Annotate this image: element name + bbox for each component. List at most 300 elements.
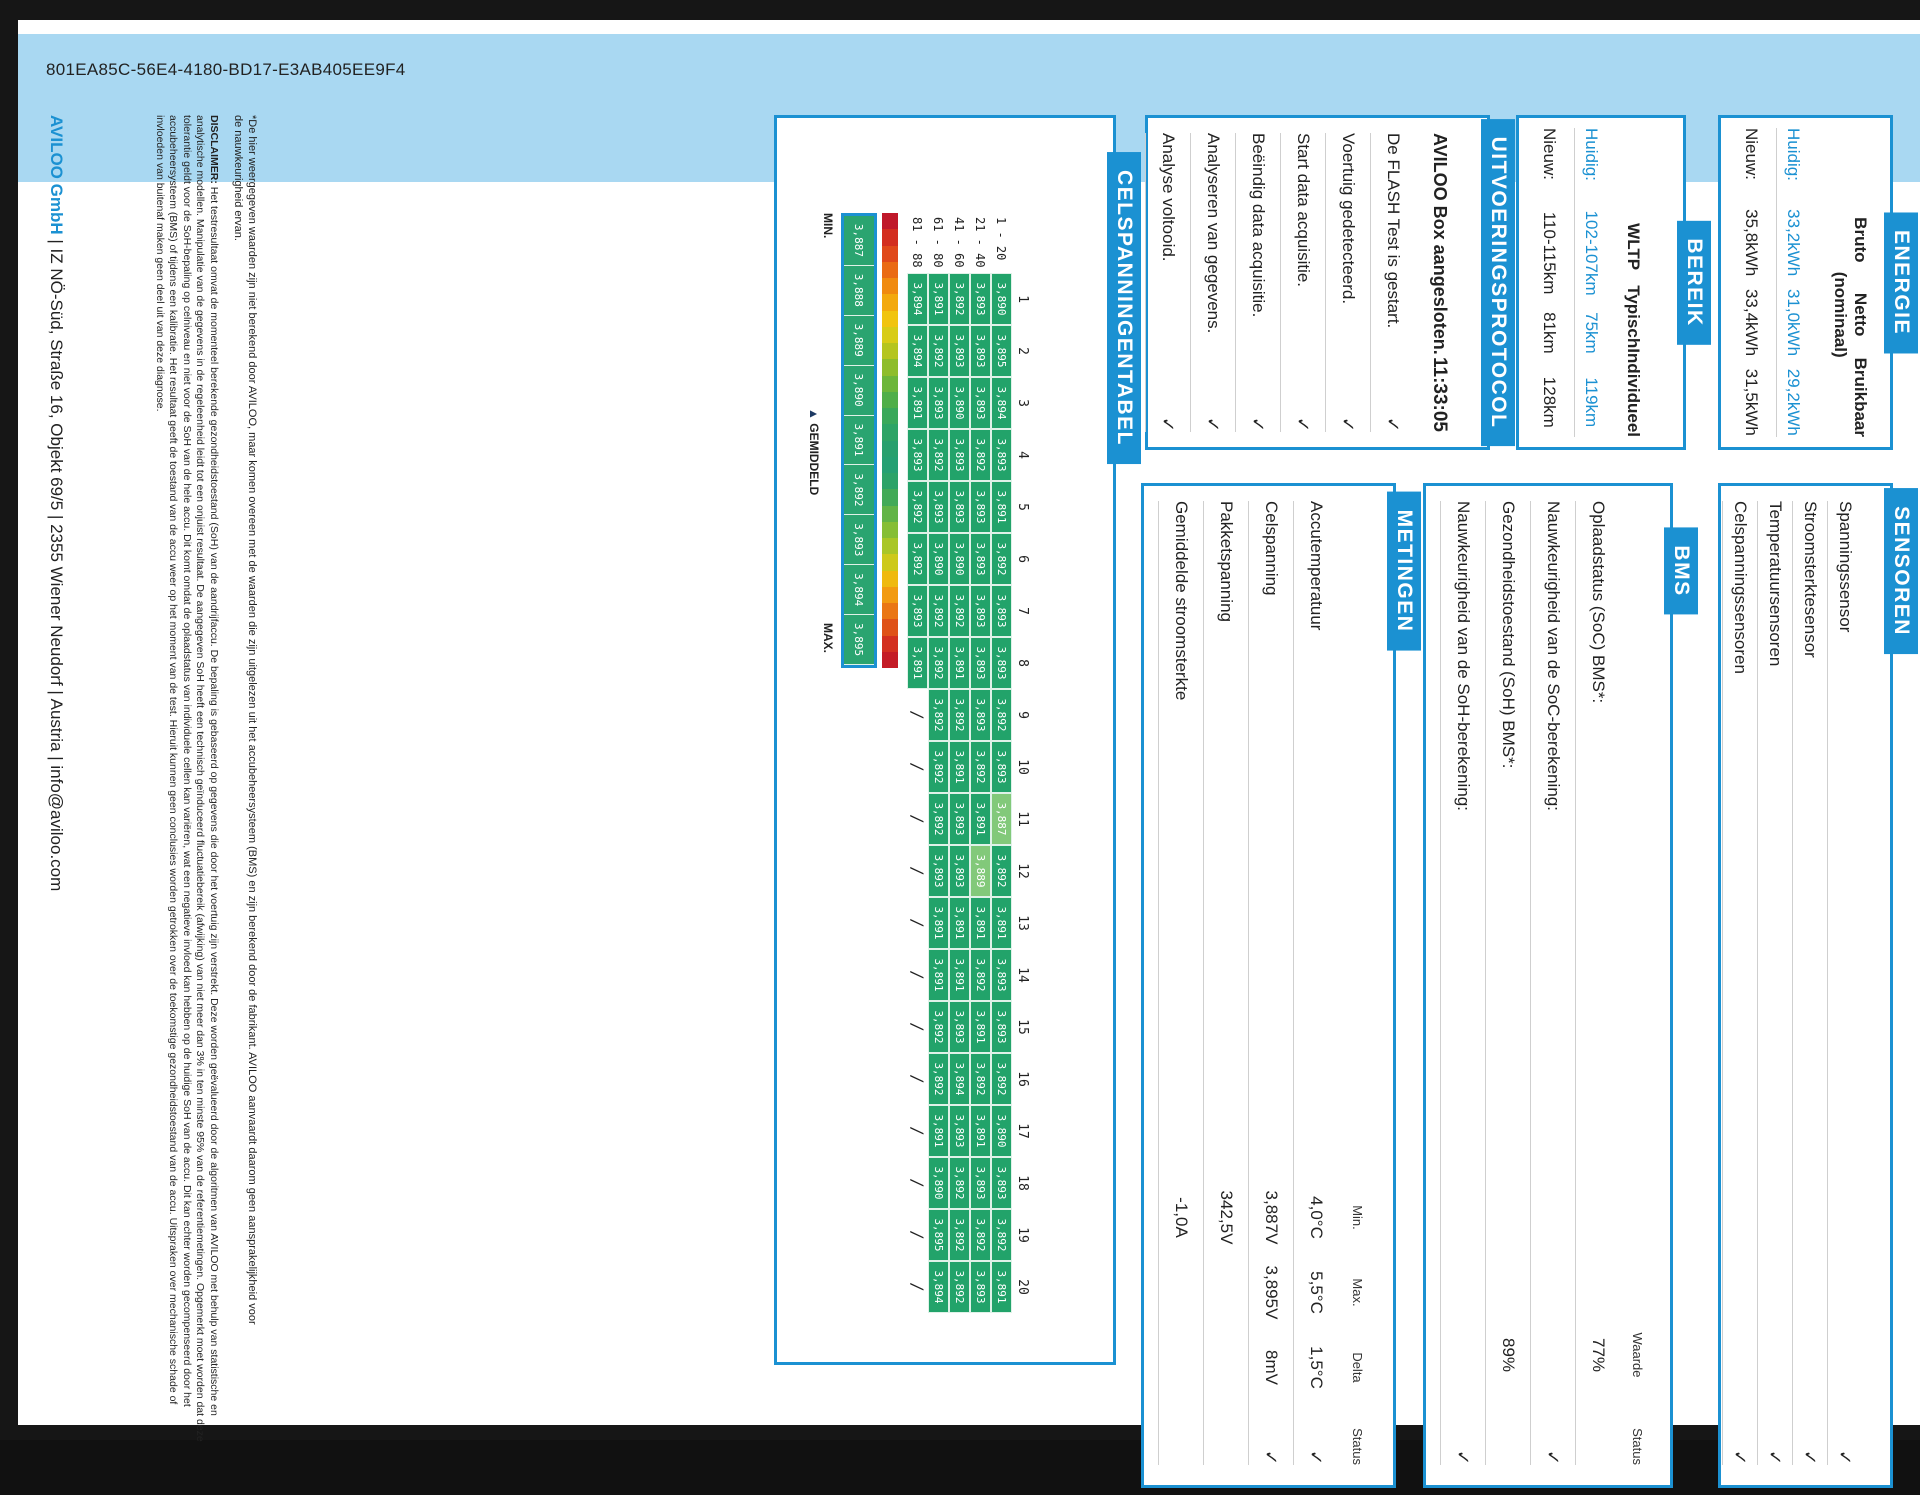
scale-segment bbox=[882, 359, 898, 375]
scale-segment bbox=[882, 506, 898, 522]
cell-voltage: 3,892 bbox=[928, 585, 949, 637]
cell-voltage: 3,894 bbox=[928, 1261, 949, 1313]
cell-voltage: 3,890 bbox=[928, 533, 949, 585]
panel-protocol bbox=[1145, 115, 1510, 450]
cell-voltage: 3,892 bbox=[907, 533, 928, 585]
cell-voltage: 3,892 bbox=[991, 1209, 1012, 1261]
bms-row bbox=[1530, 501, 1575, 1465]
minmax-value: 3,893 bbox=[844, 515, 874, 565]
panel-metingen bbox=[1141, 483, 1416, 1488]
bms-label: Nauwkeurigheid van de SoC-berekening: bbox=[1544, 501, 1563, 811]
cell-col-header: 5 bbox=[1015, 503, 1030, 511]
sensor-row bbox=[1757, 501, 1792, 1465]
bms-value: 89% bbox=[1499, 1337, 1518, 1373]
cell-voltage: 3,890 bbox=[991, 273, 1012, 325]
scale-segment bbox=[882, 538, 898, 554]
metingen-max: 3,895V bbox=[1262, 1265, 1281, 1320]
cell-voltage: 3,892 bbox=[907, 481, 928, 533]
cell-voltage: 3,892 bbox=[991, 845, 1012, 897]
disclaimer-label: DISCLAIMER: bbox=[208, 115, 220, 184]
minmax-value: 3,894 bbox=[844, 565, 874, 615]
cell-voltage: 3,891 bbox=[907, 377, 928, 429]
metingen-label: Gemiddelde stroomsterkte bbox=[1172, 501, 1191, 701]
cell-col-header: 7 bbox=[1015, 607, 1030, 615]
cell-voltage: 3,893 bbox=[970, 533, 991, 585]
cell-voltage: 3,893 bbox=[991, 1001, 1012, 1053]
check-icon: ✓ bbox=[1835, 1449, 1856, 1465]
cell-voltage: 3,893 bbox=[970, 585, 991, 637]
panel-title-protocol: UITVOERINGSPROTOCOL bbox=[1481, 119, 1515, 447]
bms-header bbox=[1630, 501, 1645, 1465]
cell-voltage: 3,893 bbox=[991, 585, 1012, 637]
energie-row-new bbox=[1734, 128, 1768, 437]
bms-label: Nauwkeurigheid van de SoH-berekening: bbox=[1454, 501, 1473, 811]
minmax-value: 3,890 bbox=[844, 366, 874, 416]
bereik-header-wltp: WLTP bbox=[1624, 223, 1643, 271]
cell-col-header: 15 bbox=[1015, 1019, 1030, 1035]
cell-empty: / bbox=[908, 1282, 927, 1292]
bms-row bbox=[1440, 501, 1485, 1465]
cell-col-header: 16 bbox=[1015, 1071, 1030, 1087]
cell-voltage: 3,893 bbox=[970, 325, 991, 377]
cell-voltage: 3,893 bbox=[970, 273, 991, 325]
bms-value: 77% bbox=[1589, 1337, 1608, 1373]
cell-col-header: 14 bbox=[1015, 967, 1030, 983]
energie-current-label: Huidig: bbox=[1784, 128, 1804, 181]
bms-col-value: Waarde bbox=[1630, 1332, 1645, 1378]
color-scale bbox=[882, 213, 898, 668]
cell-voltage: 3,894 bbox=[949, 1053, 970, 1105]
cell-col-header: 11 bbox=[1015, 811, 1030, 827]
scale-segment bbox=[882, 294, 898, 310]
cell-row bbox=[949, 213, 970, 1313]
cell-voltage: 3,893 bbox=[949, 429, 970, 481]
cell-voltage: 3,891 bbox=[928, 1105, 949, 1157]
protocol-step-text: Beëindig data acquisitie. bbox=[1249, 133, 1268, 318]
protocol-step-text: Start data acquisitie. bbox=[1294, 133, 1313, 288]
cell-voltage: 3,892 bbox=[970, 1053, 991, 1105]
metingen-col-min: Min. bbox=[1350, 1205, 1365, 1230]
cell-col-header: 6 bbox=[1015, 555, 1030, 563]
cell-voltage: 3,887 bbox=[991, 793, 1012, 845]
report-page bbox=[18, 20, 1920, 1465]
bereik-header-typisch: Typisch bbox=[1624, 285, 1643, 349]
metingen-list bbox=[1158, 501, 1338, 1465]
cell-voltage: 3,893 bbox=[928, 845, 949, 897]
cell-row bbox=[928, 213, 949, 1313]
bms-row bbox=[1575, 501, 1620, 1465]
scale-segment bbox=[882, 392, 898, 408]
minmax-value: 3,889 bbox=[844, 316, 874, 366]
triangle-up-icon: ▲ bbox=[807, 408, 821, 420]
cell-col-header: 9 bbox=[1015, 711, 1030, 719]
scale-segment bbox=[882, 554, 898, 570]
cell-voltage: 3,890 bbox=[949, 533, 970, 585]
cell-voltage: 3,892 bbox=[949, 1209, 970, 1261]
bereik-new-individueel: 128km bbox=[1540, 376, 1559, 428]
protocol-step bbox=[1325, 133, 1370, 432]
cell-voltage: 3,891 bbox=[907, 637, 928, 689]
check-icon: ✓ bbox=[1261, 1449, 1282, 1465]
scale-segment bbox=[882, 636, 898, 652]
average-label bbox=[807, 408, 821, 495]
cell-voltage: 3,892 bbox=[949, 1261, 970, 1313]
cell-empty: / bbox=[908, 1074, 927, 1084]
panel-bereik bbox=[1516, 115, 1706, 450]
cell-voltage: 3,890 bbox=[928, 1157, 949, 1209]
cell-row bbox=[970, 213, 991, 1313]
cell-voltage: 3,892 bbox=[928, 325, 949, 377]
protocol-step bbox=[1190, 133, 1235, 432]
bereik-current-typisch: 75km bbox=[1582, 312, 1602, 354]
cell-voltage: 3,893 bbox=[907, 585, 928, 637]
cell-voltage-table bbox=[907, 213, 1033, 1313]
check-icon: ✓ bbox=[1338, 416, 1359, 432]
cell-col-header: 20 bbox=[1015, 1279, 1030, 1295]
scale-segment bbox=[882, 603, 898, 619]
check-icon: ✓ bbox=[1158, 416, 1179, 432]
cell-voltage: 3,893 bbox=[949, 1105, 970, 1157]
scale-segment bbox=[882, 213, 898, 229]
cell-voltage: 3,893 bbox=[970, 1157, 991, 1209]
cell-voltage: 3,891 bbox=[949, 897, 970, 949]
metingen-col-status: Status bbox=[1350, 1428, 1365, 1465]
cell-voltage: 3,892 bbox=[949, 1157, 970, 1209]
cell-voltage: 3,893 bbox=[949, 481, 970, 533]
cell-empty: / bbox=[908, 918, 927, 928]
cell-voltage: 3,893 bbox=[949, 845, 970, 897]
scale-segment bbox=[882, 229, 898, 245]
energie-current-bruto: 33,2kWh bbox=[1784, 209, 1804, 277]
bereik-current-label: Huidig: bbox=[1582, 128, 1602, 181]
sensor-label: Celspanningssensoren bbox=[1731, 501, 1750, 674]
cell-voltage: 3,891 bbox=[991, 897, 1012, 949]
minmax-value: 3,887 bbox=[844, 216, 874, 266]
min-label: MIN. bbox=[821, 213, 835, 239]
footnote: *De hier weergegeven waarden zijn niet berekend door AVILOO, maar komen overeen met de waarden die zijn uitgelezen uit het accubeheersysteem (BMS) en zijn berekend door de fabrikant. AVILOO aanvaardt daarom geen aansprakelijkheid voor de nauwkeurigheid ervan. bbox=[232, 115, 258, 1325]
panel-title-cells: CELSPANNINGENTABEL bbox=[1107, 152, 1141, 464]
cell-voltage: 3,894 bbox=[907, 325, 928, 377]
bereik-current-wltp: 102-107km bbox=[1582, 210, 1602, 296]
sensor-row bbox=[1792, 501, 1827, 1465]
cell-voltage: 3,895 bbox=[928, 1209, 949, 1261]
disclaimer-text: Het testresultaat omvat de momenteel berekende gezondheidstoestand (SoH) van de aandrijfaccu. De bepaling is gebaseerd op gegevens die door het voertuig zijn verstrekt. Deze worden geëvalueerd door de algoritmen van AVILOO met behulp van statistische en analytische modellen. Manipulatie van de gegevens in de regeleenheid leidt tot een onjuist resultaat. De aangegeven SoH heeft een technisch geïnduceerd fluctuatiebereik (afwijking) van niet meer dan 3% in ten minste 95% van de referentiemetingen. Opgemerkt moet worden dat deze tolerantie geldt voor de SoH-bepaling op celniveau en niet voor de SoH van de hele accu. Dit komt omdat de oplaadstatus van individuele cellen kan variëren, wat een negatieve invloed kan hebben op de huidige SoH van de accu. Dit kan echter worden gecompenseerd door het accubeheersysteem (BMS) of tijdens een kalibratie. Het resultaat geeft de toestand van de accu weer op het moment van de test. Hieruit kunnen geen conclusies worden getrokken over de toekomstige gezondheidstoestand van de accu. Uitspraken over mechanische schade of invloeden van buitenaf maken geen deel uit van deze diagnose. bbox=[154, 115, 220, 1442]
cell-row-label: 21 - 40 bbox=[973, 217, 988, 268]
cell-col-header: 3 bbox=[1015, 399, 1030, 407]
document-id: 801EA85C-56E4-4180-BD17-E3AB405EE9F4 bbox=[46, 60, 406, 79]
metingen-min: -1,0A bbox=[1172, 1197, 1191, 1238]
check-icon: ✓ bbox=[1800, 1449, 1821, 1465]
cell-voltage: 3,891 bbox=[970, 1105, 991, 1157]
cell-voltage: 3,893 bbox=[928, 377, 949, 429]
cell-row-label: 1 - 20 bbox=[994, 217, 1009, 261]
bereik-header-individueel: Individueel bbox=[1624, 348, 1643, 437]
energie-new-label: Nieuw: bbox=[1742, 128, 1761, 180]
energie-new-netto: 33,4kWh bbox=[1742, 288, 1761, 357]
cell-voltage: 3,891 bbox=[970, 793, 991, 845]
cell-voltage: 3,895 bbox=[991, 325, 1012, 377]
cell-table-body bbox=[907, 213, 1012, 1313]
cell-col-header: 12 bbox=[1015, 863, 1030, 879]
cell-row bbox=[991, 213, 1012, 1313]
company-line bbox=[46, 115, 66, 891]
protocol-step bbox=[1235, 133, 1280, 432]
energie-new-bruikbaar: 31,5kWh bbox=[1742, 368, 1761, 436]
metingen-row bbox=[1158, 501, 1203, 1465]
check-icon: ✓ bbox=[1730, 1449, 1751, 1465]
min-max-strip bbox=[841, 213, 877, 668]
minmax-value: 3,888 bbox=[844, 266, 874, 316]
panel-title-bereik: BEREIK bbox=[1677, 220, 1711, 344]
panel-energie bbox=[1718, 115, 1913, 450]
cell-col-header: 18 bbox=[1015, 1175, 1030, 1191]
cell-col-header: 10 bbox=[1015, 759, 1030, 775]
cell-col-header: 1 bbox=[1015, 295, 1030, 303]
protocol-time: 11:33:05 bbox=[1429, 356, 1451, 432]
scale-segment bbox=[882, 652, 898, 668]
scale-segment bbox=[882, 571, 898, 587]
minmax-value: 3,892 bbox=[844, 465, 874, 515]
average-label-text: GEMIDDELD bbox=[807, 423, 821, 496]
check-icon: ✓ bbox=[1765, 1449, 1786, 1465]
sensor-label: Stroomsterktesensor bbox=[1801, 501, 1820, 658]
cell-voltage: 3,891 bbox=[949, 741, 970, 793]
cell-voltage: 3,892 bbox=[928, 741, 949, 793]
bereik-headers bbox=[1623, 208, 1643, 437]
cell-empty: / bbox=[908, 866, 927, 876]
metingen-header bbox=[1350, 501, 1365, 1465]
scale-segment bbox=[882, 376, 898, 392]
cell-voltage: 3,892 bbox=[949, 273, 970, 325]
metingen-row bbox=[1248, 501, 1293, 1465]
cell-voltage: 3,893 bbox=[970, 377, 991, 429]
cell-voltage: 3,889 bbox=[970, 845, 991, 897]
metingen-label: Pakketspanning bbox=[1217, 501, 1236, 622]
cell-voltage: 3,891 bbox=[970, 897, 991, 949]
metingen-delta: 8mV bbox=[1262, 1350, 1281, 1385]
metingen-min: 3,887V bbox=[1262, 1190, 1281, 1245]
cell-voltage: 3,893 bbox=[991, 1157, 1012, 1209]
panel-sensoren bbox=[1718, 483, 1913, 1488]
cell-empty: / bbox=[908, 710, 927, 720]
cell-table-corner bbox=[1012, 213, 1033, 273]
cell-voltage: 3,893 bbox=[928, 481, 949, 533]
cell-voltage: 3,891 bbox=[949, 949, 970, 1001]
scale-segment bbox=[882, 278, 898, 294]
bms-label: Gezondheidstoestand (SoH) BMS*: bbox=[1499, 501, 1518, 769]
check-icon: ✓ bbox=[1293, 416, 1314, 432]
panel-title-sensoren: SENSOREN bbox=[1884, 488, 1918, 654]
cell-row-label: 81 - 88 bbox=[910, 217, 925, 268]
protocol-steps bbox=[1145, 133, 1415, 432]
max-label: MAX. bbox=[821, 623, 835, 653]
check-icon: ✓ bbox=[1453, 1449, 1474, 1465]
cell-voltage: 3,892 bbox=[949, 585, 970, 637]
check-icon: ✓ bbox=[1203, 416, 1224, 432]
cell-voltage: 3,892 bbox=[949, 689, 970, 741]
cell-col-header: 17 bbox=[1015, 1123, 1030, 1139]
cell-voltage: 3,890 bbox=[991, 1105, 1012, 1157]
panel-title-energie: ENERGIE bbox=[1884, 212, 1918, 353]
cell-row bbox=[907, 213, 928, 1313]
cell-voltage: 3,894 bbox=[907, 273, 928, 325]
cell-voltage: 3,892 bbox=[928, 637, 949, 689]
bereik-current-individueel: 119km bbox=[1582, 377, 1602, 428]
cell-voltage: 3,893 bbox=[949, 1001, 970, 1053]
sensor-row bbox=[1827, 501, 1862, 1465]
cell-voltage: 3,892 bbox=[928, 689, 949, 741]
bms-label: Oplaadstatus (SoC) BMS*: bbox=[1589, 501, 1608, 704]
company-address: | IZ NÖ-Süd, Straße 16, Objekt 69/5 | 2355 Wiener Neudorf | Austria | info@aviloo.com bbox=[47, 234, 66, 892]
cell-voltage: 3,892 bbox=[928, 1053, 949, 1105]
cell-voltage: 3,892 bbox=[928, 429, 949, 481]
sensor-list bbox=[1722, 501, 1862, 1465]
energie-header-bruto: Bruto bbox=[1851, 217, 1870, 263]
check-icon: ✓ bbox=[1306, 1449, 1327, 1465]
panel-title-metingen: METINGEN bbox=[1387, 492, 1421, 651]
cell-voltage: 3,891 bbox=[928, 273, 949, 325]
bms-col-status: Status bbox=[1630, 1428, 1645, 1465]
sensor-label: Temperatuursensoren bbox=[1766, 501, 1785, 667]
scale-segment bbox=[882, 522, 898, 538]
metingen-row bbox=[1293, 501, 1338, 1465]
check-icon: ✓ bbox=[1248, 416, 1269, 432]
cell-voltage: 3,893 bbox=[949, 793, 970, 845]
cell-row-label: 41 - 60 bbox=[952, 217, 967, 268]
cell-empty: / bbox=[908, 970, 927, 980]
scale-segment bbox=[882, 457, 898, 473]
metingen-max: 5,5°C bbox=[1307, 1271, 1326, 1314]
metingen-min: 4,0°C bbox=[1307, 1196, 1326, 1239]
protocol-step-text: Voertuig gedetecteerd. bbox=[1339, 133, 1358, 305]
scale-segment bbox=[882, 343, 898, 359]
scale-segment bbox=[882, 441, 898, 457]
bereik-row-current bbox=[1574, 128, 1608, 437]
energie-current-bruikbaar: 29,2kWh bbox=[1784, 368, 1804, 436]
protocol-step bbox=[1280, 133, 1325, 432]
cell-voltage: 3,893 bbox=[991, 429, 1012, 481]
rotated-report bbox=[788, 100, 1913, 1480]
metingen-row bbox=[1203, 501, 1248, 1465]
cell-voltage: 3,890 bbox=[949, 377, 970, 429]
cell-voltage: 3,893 bbox=[970, 689, 991, 741]
cell-voltage: 3,893 bbox=[991, 637, 1012, 689]
protocol-step-text: Analyseren van gegevens. bbox=[1204, 133, 1223, 334]
cell-voltage: 3,892 bbox=[991, 689, 1012, 741]
metingen-label: Celspanning bbox=[1262, 501, 1281, 596]
energie-current-netto: 31,0kWh bbox=[1784, 288, 1804, 357]
cell-voltage: 3,893 bbox=[991, 949, 1012, 1001]
cell-voltage: 3,893 bbox=[970, 481, 991, 533]
company-name: AVILOO GmbH bbox=[47, 115, 66, 235]
cell-empty: / bbox=[908, 814, 927, 824]
cell-voltage: 3,892 bbox=[970, 949, 991, 1001]
bereik-row-new bbox=[1532, 128, 1566, 437]
cell-voltage: 3,893 bbox=[970, 1261, 991, 1313]
cell-voltage: 3,892 bbox=[970, 429, 991, 481]
cell-col-header: 4 bbox=[1015, 451, 1030, 459]
minmax-value: 3,895 bbox=[844, 615, 874, 665]
cell-voltage: 3,893 bbox=[907, 429, 928, 481]
bereik-new-typisch: 81km bbox=[1540, 312, 1559, 354]
scale-segment bbox=[882, 408, 898, 424]
cell-voltage: 3,891 bbox=[928, 949, 949, 1001]
panel-bms bbox=[1423, 483, 1693, 1488]
scale-segment bbox=[882, 619, 898, 635]
cell-voltage: 3,894 bbox=[991, 377, 1012, 429]
protocol-first-row bbox=[1417, 133, 1462, 432]
panel-title-bms: BMS bbox=[1664, 527, 1698, 614]
scale-segment bbox=[882, 327, 898, 343]
bms-row bbox=[1485, 501, 1530, 1465]
cell-empty: / bbox=[908, 1126, 927, 1136]
cell-voltage: 3,893 bbox=[970, 637, 991, 689]
cell-voltage: 3,892 bbox=[928, 1001, 949, 1053]
protocol-step bbox=[1145, 133, 1190, 432]
bereik-new-label: Nieuw: bbox=[1540, 128, 1559, 180]
sensor-row bbox=[1722, 501, 1757, 1465]
panel-cells bbox=[774, 115, 1136, 1365]
bereik-new-wltp: 110-115km bbox=[1540, 211, 1559, 295]
cell-table-header bbox=[1012, 213, 1033, 1313]
bms-list bbox=[1440, 501, 1620, 1465]
cell-voltage: 3,892 bbox=[991, 1053, 1012, 1105]
cell-voltage: 3,892 bbox=[928, 793, 949, 845]
protocol-step-text: Analyse voltooid. bbox=[1159, 133, 1178, 262]
cell-voltage: 3,891 bbox=[928, 897, 949, 949]
metingen-delta: 1,5°C bbox=[1307, 1346, 1326, 1389]
energie-headers bbox=[1830, 208, 1870, 437]
scale-segment bbox=[882, 424, 898, 440]
cell-row-label: 61 - 80 bbox=[931, 217, 946, 268]
metingen-col-delta: Delta bbox=[1350, 1352, 1365, 1383]
check-icon: ✓ bbox=[1543, 1449, 1564, 1465]
disclaimer-block bbox=[153, 115, 221, 1445]
protocol-first-step: AVILOO Box aangesloten. bbox=[1430, 133, 1450, 355]
cell-voltage: 3,892 bbox=[970, 1209, 991, 1261]
cell-voltage: 3,892 bbox=[970, 741, 991, 793]
cell-voltage: 3,893 bbox=[991, 741, 1012, 793]
minmax-value: 3,891 bbox=[844, 416, 874, 466]
cell-empty: / bbox=[908, 1022, 927, 1032]
cell-col-header: 2 bbox=[1015, 347, 1030, 355]
cell-empty: / bbox=[908, 1178, 927, 1188]
energie-header-netto: Netto (nominaal) bbox=[1831, 271, 1870, 358]
protocol-step-text: De FLASH Test is gestart. bbox=[1384, 133, 1403, 329]
cell-voltage: 3,891 bbox=[991, 481, 1012, 533]
scale-segment bbox=[882, 311, 898, 327]
cell-col-header: 13 bbox=[1015, 915, 1030, 931]
scale-segment bbox=[882, 262, 898, 278]
cell-voltage: 3,892 bbox=[991, 533, 1012, 585]
cell-voltage: 3,893 bbox=[949, 325, 970, 377]
cell-empty: / bbox=[908, 1230, 927, 1240]
metingen-min: 342,5V bbox=[1217, 1190, 1236, 1245]
sensor-label: Spanningssensor bbox=[1836, 501, 1855, 633]
scale-segment bbox=[882, 587, 898, 603]
cell-voltage: 3,891 bbox=[970, 1001, 991, 1053]
energie-row-current bbox=[1776, 128, 1810, 437]
metingen-label: Accutemperatuur bbox=[1307, 501, 1326, 631]
check-icon: ✓ bbox=[1383, 416, 1404, 432]
scale-segment bbox=[882, 246, 898, 262]
protocol-step bbox=[1370, 133, 1415, 432]
scale-segment bbox=[882, 489, 898, 505]
energie-header-bruikbaar: Bruikbaar bbox=[1851, 357, 1870, 437]
footer-block bbox=[38, 115, 258, 1495]
scale-segment bbox=[882, 473, 898, 489]
energie-new-bruto: 35,8kWh bbox=[1742, 209, 1761, 277]
